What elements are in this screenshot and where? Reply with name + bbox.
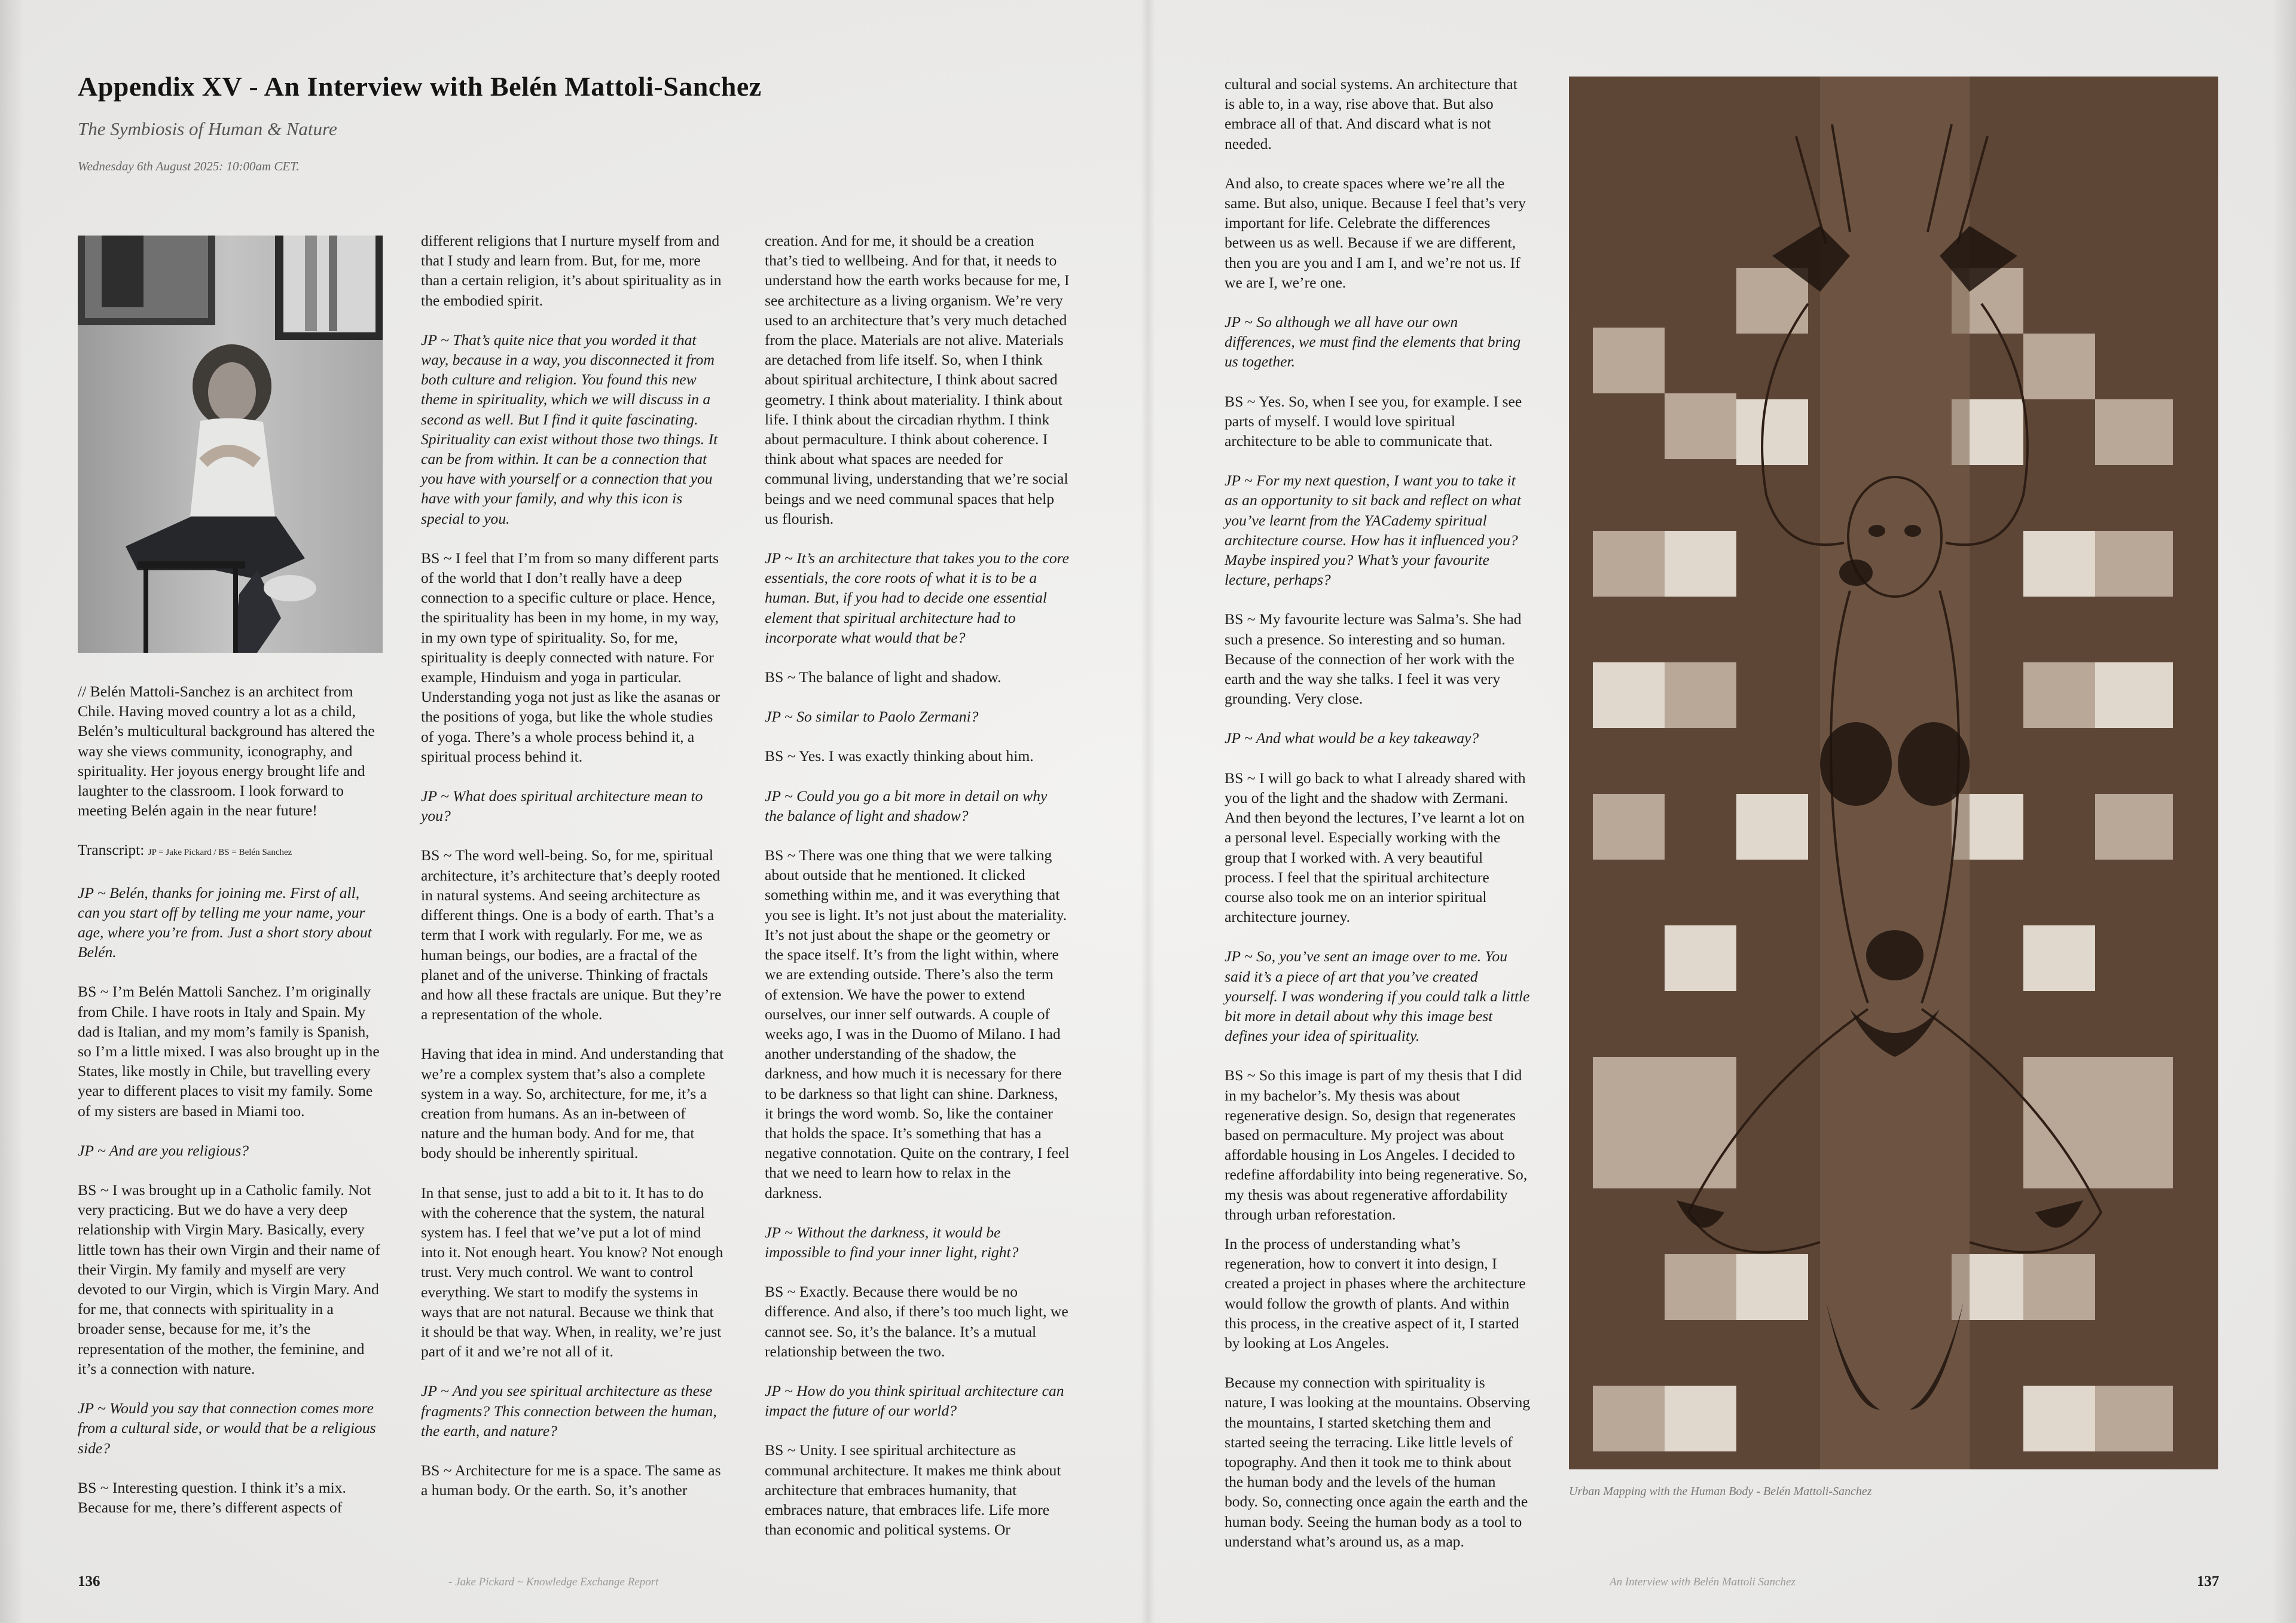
running-head-right: An Interview with Belén Mattoli Sanchez bbox=[1610, 1576, 1796, 1588]
text-column-4 bbox=[1225, 74, 1531, 1571]
column-1-paragraphs bbox=[78, 883, 383, 1517]
interview-question: JP ~ It’s an architecture that takes you to the core essentials, the core roots of what it is to be a human. But, if you had to decide one essential element that spiritual architecture had to incorporate what would that be? bbox=[765, 549, 1070, 646]
artwork-caption: Urban Mapping with the Human Body - Belén Mattoli-Sanchez bbox=[1569, 1485, 1872, 1498]
interview-question: JP ~ What does spiritual architecture mean to you? bbox=[421, 787, 703, 825]
interview-paragraph: BS ~ I will go back to what I already shared with you of the light and the shadow with Zermani. And then beyond the lectures, I’ve learnt a lot on a personal level. Especially working with the group that I worked with. A very beautiful process. I feel that the spiritual architecture course also took me on an interior spiritual architecture journey. bbox=[1225, 769, 1526, 926]
interview-paragraph: BS ~ Yes. I was exactly thinking about him. bbox=[765, 747, 1034, 765]
interview-question: JP ~ Belén, thanks for joining me. First of all, can you start off by telling me your name, your age, where you’re from. Just a short story about Belén. bbox=[78, 884, 372, 961]
artwork-image bbox=[1569, 77, 2218, 1469]
interview-question: JP ~ Without the darkness, it would be impossible to find your inner light, right? bbox=[765, 1223, 1019, 1261]
transcript-key-text: JP = Jake Pickard / BS = Belén Sanchez bbox=[148, 848, 292, 858]
interview-paragraph: BS ~ I feel that I’m from so many different parts of the world that I don’t really have a deep connection to a specific culture or place. Hence, the spirituality has been in my home, in my way, in my own type of spirituality. So, for me, spirituality is deeply connected with nature. For example, Hinduism and yoga in particular. Understanding yoga not just as like the asanas or the positions of yoga, but like the whole studies of yoga. There’s a whole process behind it, a spiritual process behind it. bbox=[421, 549, 720, 765]
interview-paragraph: Because my connection with spirituality is nature, I was looking at the mountains. Observing the mountains, I started sketching them and started seeing the terracing. Like little levels of topography. And then it took me to think about the human body and the levels of the human body. So, connecting once again the earth and the human body. Seeing the human body as a tool to understand what’s around us, as a map. bbox=[1225, 1374, 1531, 1550]
interview-paragraph: BS ~ I was brought up in a Catholic family. Not very practicing. But we do have a very deep relationship with Virgin Mary. Basically, every little town has their own Virgin and their name of their Virgin. My family and myself are very devoted to our Virgin, which is Virgin Mary. And for me, that connects with spirituality in a broader sense, because for me, it’s the representation of the mother, the feminine, and it’s a connection with nature. bbox=[78, 1181, 380, 1377]
interview-question: JP ~ Could you go a bit more in detail on why the balance of light and shadow? bbox=[765, 787, 1048, 824]
interview-paragraph: And also, to create spaces where we’re all the same. But also, unique. Because I feel that’s very important for life. Celebrate the differences between us as well. Because if we are different, then you are you and I am I, and we’re not us. If we are I, we’re one. bbox=[1225, 174, 1526, 291]
interview-paragraph: BS ~ Unity. I see spiritual architecture as communal architecture. It makes me think about architecture that embraces humanity, that embraces nature, that embraces life. Life more than economic and political systems. Or bbox=[765, 1441, 1061, 1539]
interview-paragraph: creation. And for me, it should be a creation that’s tied to wellbeing. And for that, it needs to understand how the earth works because for me, I see architecture as a living organism. We’re very used to an architecture that’s very much detached from the place. Materials are not alive. Materials are detached from life itself. So, when I think about spiritual architecture, I think about sacred geometry. I think about materiality. I think about life. I think about the circadian rhythm. I think about permaculture. I think about coherence. I think about what spaces are needed for communal living, understanding that we’re social beings and we need communal spaces that help us flourish. bbox=[765, 232, 1070, 527]
page-number-right: 137 bbox=[2197, 1573, 2219, 1590]
interview-paragraph: BS ~ Exactly. Because there would be no difference. And also, if there’s too much light, we cannot see. So, it’s the balance. It’s a mutual relationship between the two. bbox=[765, 1283, 1068, 1360]
portrait-illustration bbox=[78, 236, 383, 653]
book-gutter bbox=[1141, 0, 1155, 1623]
text-column-2 bbox=[421, 231, 726, 1520]
interview-paragraph: cultural and social systems. An architecture that is able to, in a way, rise above that. But also embrace all of that. And discard what is not needed. bbox=[1225, 75, 1518, 152]
interview-question: JP ~ And are you religious? bbox=[78, 1141, 249, 1159]
interview-question: JP ~ For my next question, I want you to take it as an opportunity to sit back and reflect on what you’ve learnt from the YACademy spiritual architecture course. How has it influenced you? Maybe inspired you? What’s your favourite lecture, perhaps? bbox=[1225, 472, 1521, 589]
page-subtitle: The Symbiosis of Human & Nature bbox=[78, 118, 337, 139]
interview-paragraph: In that sense, just to add a bit to it. It has to do with the coherence that the system, the natural system has. I feel that we’ve put a lot of mind into it. Not enough heart. You know? Not enough trust. Very much control. We want to control everything. We start to modify the systems in ways that are not natural. Because we think that it should be that way. When, in reality, we’re just part of it and we’re not all of it. bbox=[421, 1184, 723, 1361]
interview-paragraph: different religions that I nurture myself from and that I study and learn from. But, for me, more than a certain religion, it’s about spirituality as in the embodied spirit. bbox=[421, 232, 722, 309]
interview-paragraph: Having that idea in mind. And understanding that we’re a complex system that’s also a complete system in a way. So, architecture, for me, it’s a creation from humans. As an in-between of nature and the human body. And for me, that body should be inherently spiritual. bbox=[421, 1045, 724, 1162]
interview-question: JP ~ And you see spiritual architecture as these fragments? This connection between the human, the earth, and nature? bbox=[421, 1382, 717, 1439]
portrait-photo bbox=[78, 236, 383, 653]
interview-question: JP ~ So, you’ve sent an image over to me. You said it’s a piece of art that you’ve created yourself. I was wondering if you could talk a little bit more in detail about why this image best defines your idea of spirituality. bbox=[1225, 947, 1530, 1045]
interview-question: JP ~ So although we all have our own differences, we must find the elements that bring us together. bbox=[1225, 313, 1521, 371]
running-head-left: - Jake Pickard ~ Knowledge Exchange Report bbox=[448, 1576, 659, 1588]
interview-paragraph: BS ~ Interesting question. I think it’s a mix. Because for me, there’s different aspects of bbox=[78, 1478, 346, 1516]
page-title: Appendix XV - An Interview with Belén Mattoli-Sanchez bbox=[78, 71, 762, 102]
transcript-key bbox=[78, 840, 383, 863]
interview-question: JP ~ So similar to Paolo Zermani? bbox=[765, 708, 979, 726]
interview-paragraph: BS ~ Yes. So, when I see you, for example. I see parts of myself. I would love spiritual architecture to be able to communicate that. bbox=[1225, 392, 1522, 450]
text-column-1 bbox=[78, 681, 383, 1537]
interview-paragraph: BS ~ So this image is part of my thesis that I did in my bachelor’s. My thesis was about regenerative design. So, design that regenerates based on permaculture. My project was about affordable housing in Los Angeles. I decided to redefine affordability into being regenerative. So, my thesis was about regenerative affordability through urban reforestation. bbox=[1225, 1066, 1528, 1223]
interview-paragraph: BS ~ There was one thing that we were talking about outside that he mentioned. It clicked something within me, and it was everything that you see is light. It’s not just about the materiality. It’s not just about the shape or the geometry or the space itself. It’s from the light within, where we are extending outside. There’s also the term of extension. We have the power to extend ourselves, our inner self outwards. A couple of weeks ago, I was in the Duomo of Milano. I had another understanding of the shadow, the darkness, and how much it is necessary for there to be darkness so that light can shine. Darkness, it brings the word womb. So, like the container that holds the space. It’s something that has a negative connotation. Quite on the contrary, I feel that we need to learn how to relax in the darkness. bbox=[765, 846, 1070, 1202]
interview-paragraph: BS ~ The word well-being. So, for me, spiritual architecture, it’s architecture that’s deeply rooted in natural systems. And seeing architecture as different things. One is a body of earth. That’s a term that I work with regularly. For me, we as human beings, our bodies, are a fractal of the planet and of the universe. Thinking of fractals and how all these fractals are unique. But they’re a representation of the whole. bbox=[421, 846, 722, 1023]
page-number-left: 136 bbox=[78, 1573, 100, 1590]
interview-dateline: Wednesday 6th August 2025: 10:00am CET. bbox=[78, 159, 300, 173]
interview-paragraph: In the process of understanding what’s regeneration, how to convert it into design, I created a project in phases where the architecture would follow the growth of plants. And within this process, in the creative aspect of it, I started by looking at Los Angeles. bbox=[1225, 1234, 1526, 1352]
interview-paragraph: BS ~ I’m Belén Mattoli Sanchez. I’m originally from Chile. I have roots in Italy and Spain. My dad is Italian, and my mom’s family is Spanish, so I’m a little mixed. I was also brought up in the States, like mostly in Chile, but travelling every year to different places to visit my family. Some of my sisters are based in Miami too. bbox=[78, 983, 380, 1120]
page-edge-shadow-left bbox=[0, 0, 24, 1623]
intro-paragraph: // Belén Mattoli-Sanchez is an architect from Chile. Having moved country a lot as a child, Belén’s multicultural background has altered the way she views community, iconography, and spirituality. Her joyous energy brought life and laughter to the classroom. I look forward to meeting Belén again in the near future! bbox=[78, 683, 375, 820]
interview-question: JP ~ How do you think spiritual architecture can impact the future of our world? bbox=[765, 1381, 1064, 1420]
interview-question: JP ~ That’s quite nice that you worded it that way, because in a way, you disconnected it from both culture and religion. You found this new theme in spirituality, which we will discuss in a second as well. But I find it quite fascinating. Spirituality can exist without those two things. It can be from within. It can be a connection that you have with yourself or a connection that you have with your family, and why this icon is special to you. bbox=[421, 331, 718, 527]
interview-question: JP ~ And what would be a key takeaway? bbox=[1225, 729, 1479, 747]
interview-paragraph: BS ~ The balance of light and shadow. bbox=[765, 668, 1002, 686]
page-edge-shadow-right bbox=[2272, 0, 2296, 1623]
urban-mapping-artwork bbox=[1569, 77, 2218, 1469]
interview-paragraph: BS ~ My favourite lecture was Salma’s. She had such a presence. So interesting and so human. Because of the connection of her work with the earth and the way she talks. I feel it was very grounding. Very close. bbox=[1225, 610, 1522, 708]
text-column-3 bbox=[765, 231, 1070, 1559]
interview-question: JP ~ Would you say that connection comes more from a cultural side, or would that be a religious side? bbox=[78, 1399, 376, 1457]
interview-paragraph: BS ~ Architecture for me is a space. The same as a human body. Or the earth. So, it’s another bbox=[421, 1461, 721, 1499]
transcript-label: Transcript: bbox=[78, 841, 145, 859]
